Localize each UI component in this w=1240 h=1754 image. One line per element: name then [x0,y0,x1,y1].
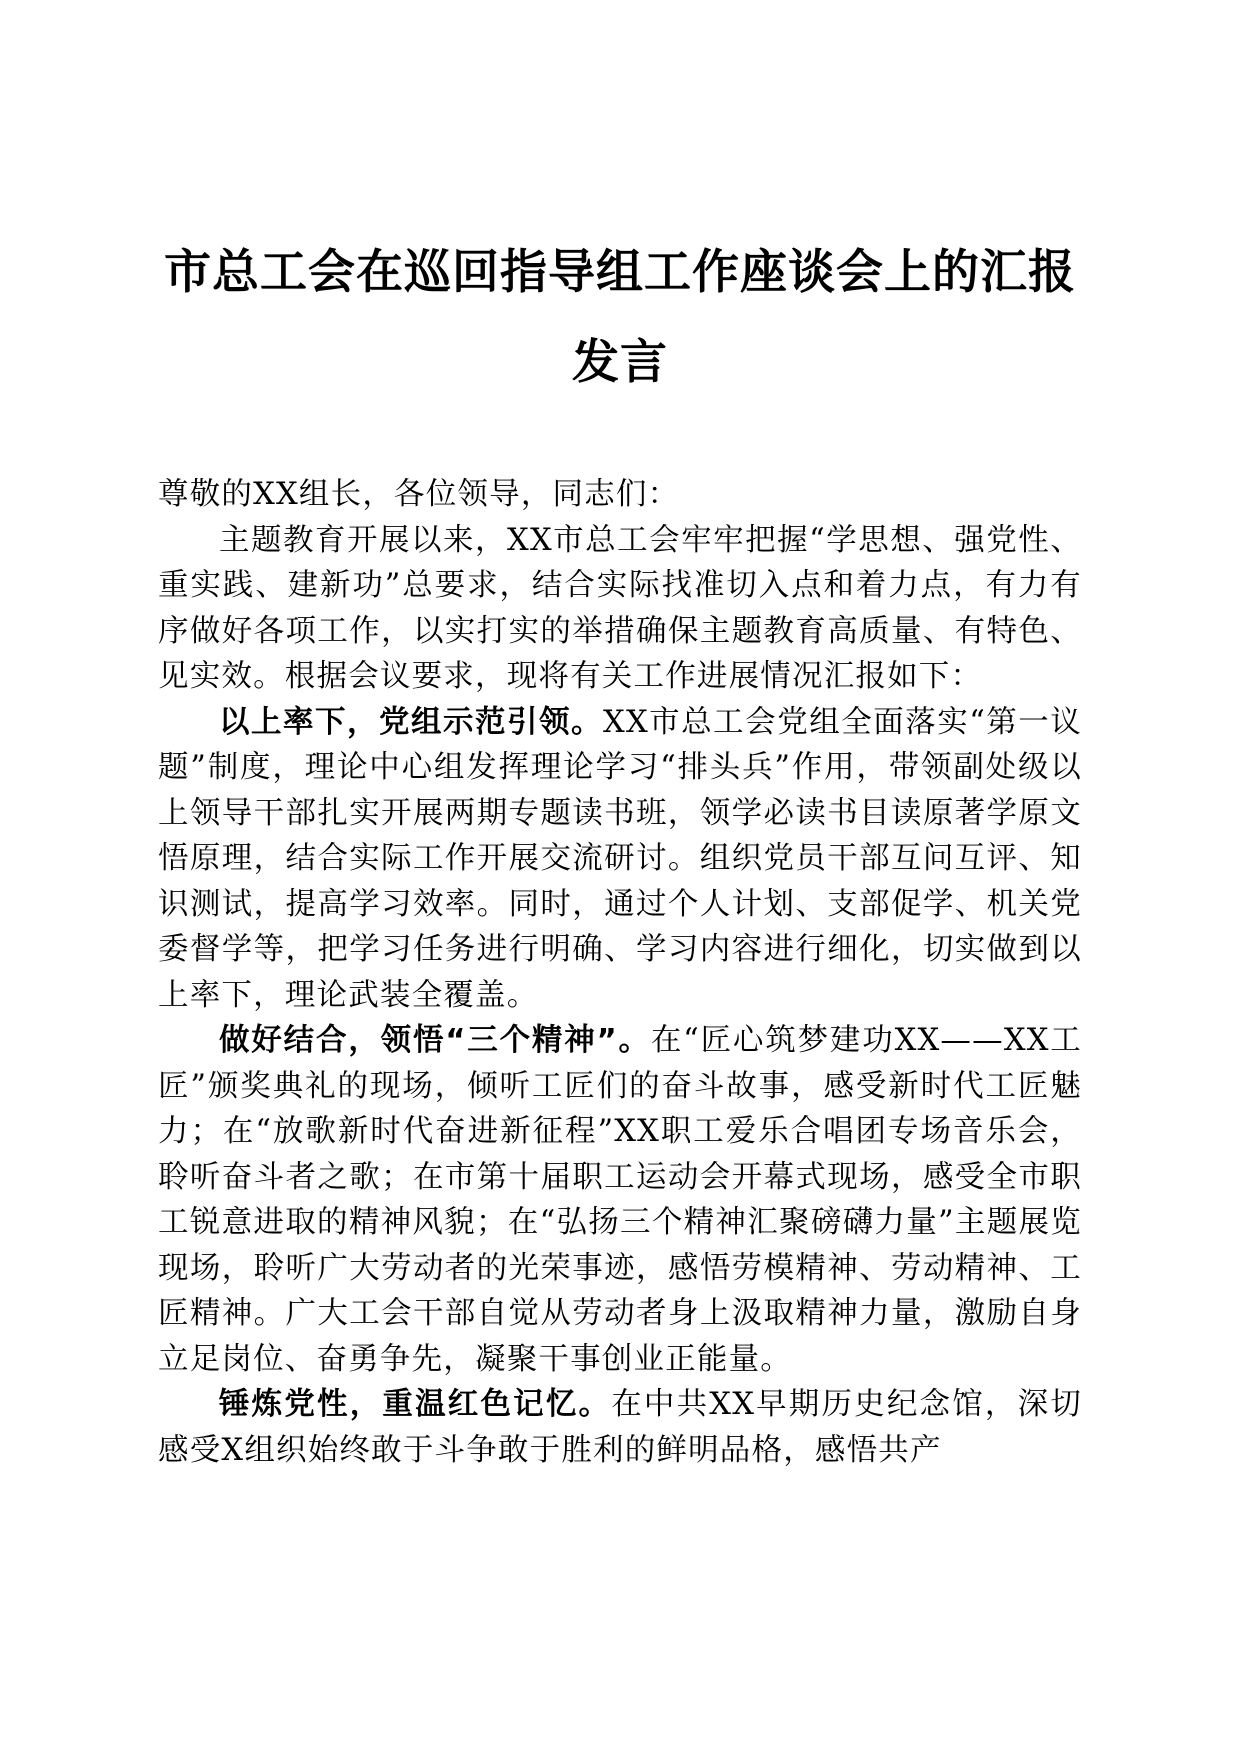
document-title: 市总工会在巡回指导组工作座谈会上的汇报发言 [164,245,1076,390]
section-text-1: XX市总工会党组全面落实“第一议题”制度，理论中心组发挥理论学习“排头兵”作用，带领副处级以上领导干部扎实开展两期专题读书班，领学必读书目读原著学原文悟原理，结合实际工作开展交流研讨。组织党员干部互问互评、知识测试，提高学习效率。同时，通过个人计划、支部促学、机关党委督学等，把学习任务进行明确、学习内容进行细化，切实做到以上率下，理论武装全覆盖。 [158,704,1083,1013]
salutation: 尊敬的XX组长，各位领导，同志们： [158,477,680,512]
document-body [158,472,1082,1473]
section-paragraph-1 [158,700,1082,1019]
section-paragraph-3 [158,1382,1082,1473]
intro-paragraph: 主题教育开展以来，XX市总工会牢牢把握“学思想、强党性、重实践、建新功”总要求，结合实际找准切入点和着力点，有力有序做好各项工作，以实打实的举措确保主题教育高质量、有特色、见实效。根据会议要求，现将有关工作进展情况汇报如下： [158,522,1082,694]
section-paragraph-2 [158,1018,1082,1382]
section-text-3: 在中共XX早期历史纪念馆，深切感受X组织始终敢于斗争敢于胜利的鲜明品格，感悟共产 [158,1387,1082,1468]
section-heading-1: 以上率下，党组示范引领。 [219,704,604,740]
document-page [158,0,1082,1754]
section-text-2: 在“匠心筑梦建功XX——XX工匠”颁奖典礼的现场，倾听工匠们的奋斗故事，感受新时代工匠魅力；在“放歌新时代奋进新征程”XX职工爱乐合唱团专场音乐会，聆听奋斗者之歌；在市第十届职工运动会开幕式现场，感受全市职工锐意进取的精神风貌；在“弘扬三个精神汇聚磅礴力量”主题展览现场，聆听广大劳动者的光荣事迹，感悟劳模精神、劳动精神、工匠精神。广大工会干部自觉从劳动者身上汲取精神力量，激励自身立足岗位、奋勇争先，凝聚干事创业正能量。 [158,1023,1082,1377]
section-heading-3: 锤炼党性，重温红色记忆。 [219,1387,612,1422]
section-heading-2: 做好结合，领悟“三个精神”。 [219,1023,651,1058]
